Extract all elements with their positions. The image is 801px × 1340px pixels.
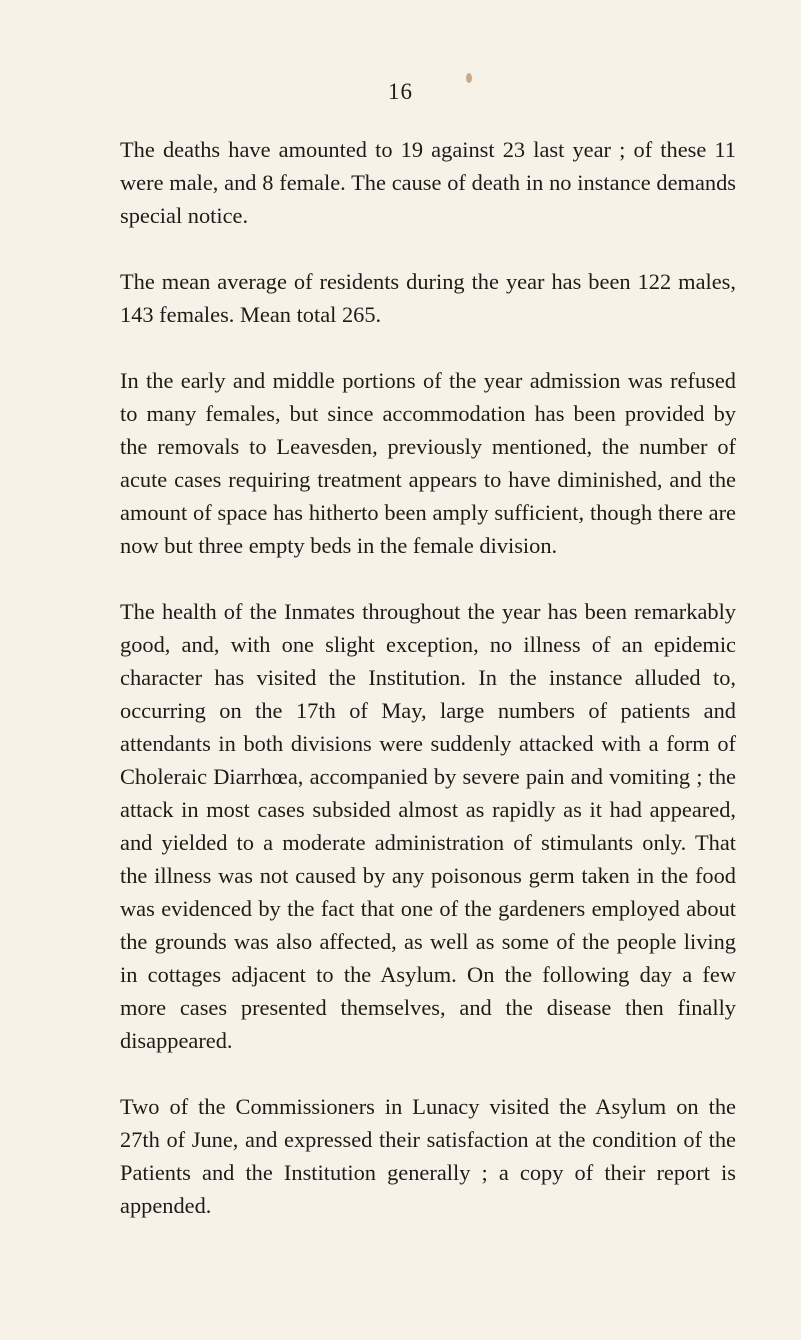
paragraph-residents: The mean average of residents during the year has been 122 males, 143 females. Mean total 265. [120,269,736,327]
page-number: 16 [388,79,413,104]
body-text [120,133,736,1255]
paragraph-health: The health of the Inmates throughout the year has been remarkably good, and, with one slight exception, no illness of an epidemic character has visited the Institution. In the instance alluded to, occurring on the 17th of May, large numbers of patients and attendants in both divisions were suddenly attacked with a form of Choleraic Diarrhœa, accompanied by severe pain and vomiting ; the attack in most cases subsided almost as rapidly as it had appeared, and yielded to a moderate administration of stimulants only. That the illness was not caused by any poisonous germ taken in the food was evidenced by the fact that one of the gardeners employed about the grounds was also affected, as well as some of the people living in cottages adjacent to the Asylum. On the following day a few more cases presented themselves, and the disease then finally disappeared. [120,599,736,1053]
paragraph-deaths: The deaths have amounted to 19 against 23 last year ; of these 11 were male, and 8 female. The cause of death in no instance demands special notice. [120,137,736,228]
paragraph-admission: In the early and middle portions of the year admission was refused to many females, but since accommodation has been provided by the removals to Leavesden, previously mentioned, the number of acute cases requiring treatment appears to have diminished, and the amount of space has hitherto been amply sufficient, though there are now but three empty beds in the female division. [120,368,736,558]
paragraph-commissioners: Two of the Commissioners in Lunacy visited the Asylum on the 27th of June, and expressed their satisfaction at the condition of the Patients and the Institution generally ; a copy of their report is appended. [120,1094,736,1218]
